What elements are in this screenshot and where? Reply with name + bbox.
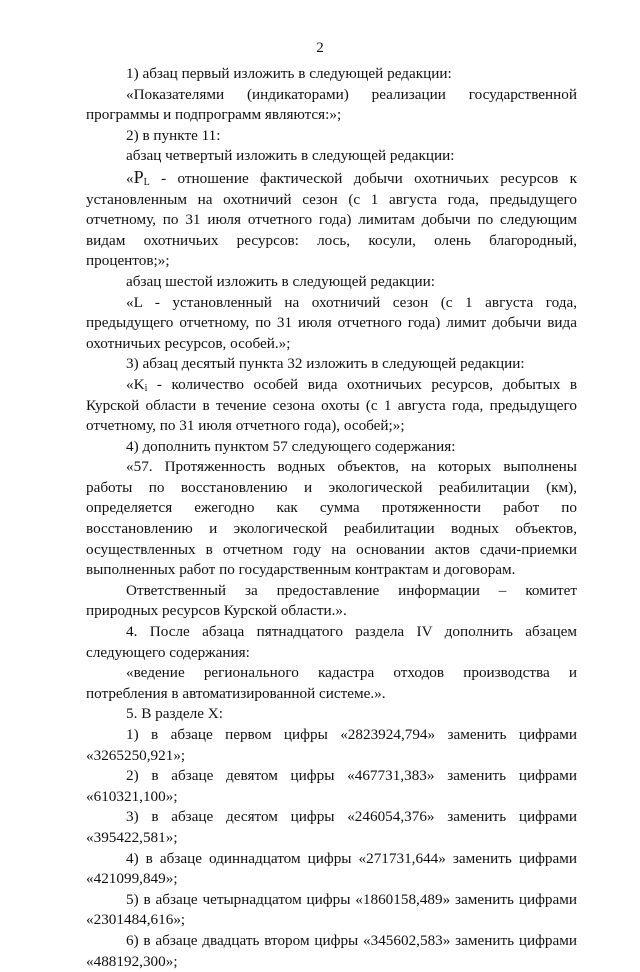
paragraph: 5. В разделе X:	[126, 705, 223, 723]
formula-paragraph-pl	[86, 167, 577, 272]
paragraph: абзац шестой изложить в следующей редакции:	[126, 272, 435, 290]
paragraph: 1) в абзаце первом цифры «2823924,794» заменить цифрами «3265250,921»;	[86, 726, 577, 764]
formula-symbol: K	[133, 375, 145, 393]
formula-symbol: P	[133, 166, 144, 187]
paragraph: «Показателями (индикаторами) реализации государственной программы и подпрограмм являются:»;	[86, 85, 577, 124]
paragraph: «ведение регионального кадастра отходов производства и потребления в автоматизированной системе.».	[86, 664, 577, 702]
paragraph: «57. Протяженность водных объектов, на которых выполнены работы по восстановлению и экологической реабилитации (км), определяется ежегодно как сумма протяженности работ по восстановлению и экологической реабилитации водных объектов, осуществленных в отчетном году на основании актов сдачи-приемки выполненных работ по государственным контрактам и договорам.	[86, 458, 577, 579]
paragraph: абзац четвертый изложить в следующей редакции:	[126, 147, 455, 165]
paragraph: 6) в абзаце двадцать втором цифры «345602,583» заменить цифрами «488192,300»;	[86, 931, 577, 970]
paragraph: 5) в абзаце четырнадцатом цифры «1860158,489» заменить цифрами «2301484,616»;	[86, 890, 577, 929]
paragraph: Ответственный за предоставление информации – комитет природных ресурсов Курской области.».	[86, 581, 577, 620]
paragraph: «L - установленный на охотничий сезон (с 1 августа года, предыдущего отчетному, по 31 июля отчетного года) лимит добычи вида охотничьих ресурсов, особей.»;	[86, 293, 577, 352]
paragraph: 4. После абзаца пятнадцатого раздела IV дополнить абзацем следующего содержания:	[86, 623, 577, 661]
paragraph: 3) в абзаце десятом цифры «246054,376» заменить цифрами «395422,581»;	[86, 808, 577, 846]
formula-subscript: i	[144, 382, 148, 394]
quote-open: «	[126, 169, 134, 187]
paragraph: 2) в пункте 11:	[126, 126, 221, 144]
formula-definition: - отношение фактической добычи охотничьих ресурсов к установленным на охотничий сезон (с 1 августа года, предыдущего отчетному, по 31 июля отчетного года) лимитам добычи по следующим видам охотничьих ресурсов: лось, косули, олень благородный, процентов;»;	[86, 169, 577, 270]
paragraph: 4) дополнить пунктом 57 следующего содержания:	[126, 437, 456, 455]
paragraph: 1) абзац первый изложить в следующей редакции:	[126, 65, 452, 82]
document-body	[86, 64, 577, 972]
paragraph: 4) в абзаце одиннадцатом цифры «271731,644» заменить цифрами «421099,849»;	[86, 849, 577, 888]
formula-definition: - количество особей вида охотничьих ресурсов, добытых в Курской области в течение сезона охоты (с 1 августа года, предыдущего отчетному, по 31 июля отчетного года), особей;»;	[86, 375, 577, 435]
paragraph: 3) абзац десятый пункта 32 изложить в следующей редакции:	[126, 355, 525, 373]
formula-subscript: L	[143, 176, 150, 188]
page-number: 2	[316, 40, 324, 56]
paragraph: 2) в абзаце девятом цифры «467731,383» заменить цифрами «610321,100»;	[86, 767, 577, 805]
formula-paragraph-ki	[86, 375, 577, 437]
quote-open: «	[126, 375, 134, 393]
